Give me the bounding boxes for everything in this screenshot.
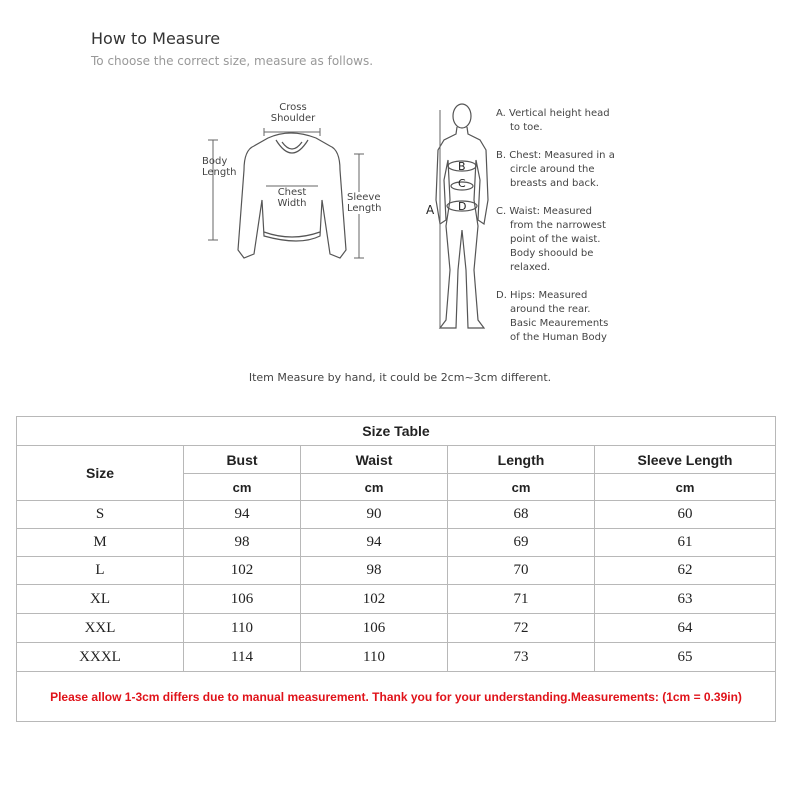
table-row: XXXL 114 110 73 65 xyxy=(17,643,776,672)
cross-shoulder-label: Cross Shoulder xyxy=(270,102,316,124)
sleeve-length-label: Sleeve Length xyxy=(347,192,382,214)
unit-sleeve-length: cm xyxy=(595,474,776,501)
size-table xyxy=(16,416,776,722)
table-row: S 94 90 68 60 xyxy=(17,501,776,529)
col-header-bust: Bust xyxy=(184,446,301,474)
size-table-title: Size Table xyxy=(17,417,776,446)
page-subtitle: To choose the correct size, measure as follows. xyxy=(91,54,374,68)
marker-a: A xyxy=(426,203,435,217)
table-row: XXL 110 106 72 64 xyxy=(17,614,776,643)
note-a: A. Vertical height head to toe. xyxy=(496,108,610,133)
unit-bust: cm xyxy=(184,474,301,501)
chest-width-label: Chest Width xyxy=(277,187,307,209)
marker-b: B xyxy=(458,160,466,173)
size-header: Size xyxy=(17,446,184,501)
col-header-length: Length xyxy=(448,446,595,474)
table-row: M 98 94 69 61 xyxy=(17,529,776,557)
note-d: D. Hips: Measured around the rear. Basic Meaurements of the Human Body xyxy=(496,290,609,343)
marker-c: C xyxy=(458,177,466,190)
marker-d: D xyxy=(458,200,467,213)
measurement-note: Please allow 1-3cm differs due to manual measurement. Thank you for your understanding.Measurements: (1cm = 0.39in) xyxy=(17,672,776,722)
unit-waist: cm xyxy=(301,474,448,501)
body-figure xyxy=(436,104,488,328)
unit-length: cm xyxy=(448,474,595,501)
note-c: C. Waist: Measured from the narrowest point of the waist. Body shoould be relaxed. xyxy=(496,206,606,273)
col-header-sleeve-length: Sleeve Length xyxy=(595,446,776,474)
table-row: L 102 98 70 62 xyxy=(17,557,776,585)
note-b: B. Chest: Measured in a circle around the breasts and back. xyxy=(496,150,615,189)
body-notes xyxy=(496,107,626,359)
table-row: XL 106 102 71 63 xyxy=(17,585,776,614)
measure-diagram xyxy=(0,0,800,360)
body-length-label: Body Length xyxy=(202,156,237,178)
col-header-waist: Waist xyxy=(301,446,448,474)
hand-measure-note: Item Measure by hand, it could be 2cm~3cm different. xyxy=(248,371,552,384)
page-title: How to Measure xyxy=(91,29,221,48)
